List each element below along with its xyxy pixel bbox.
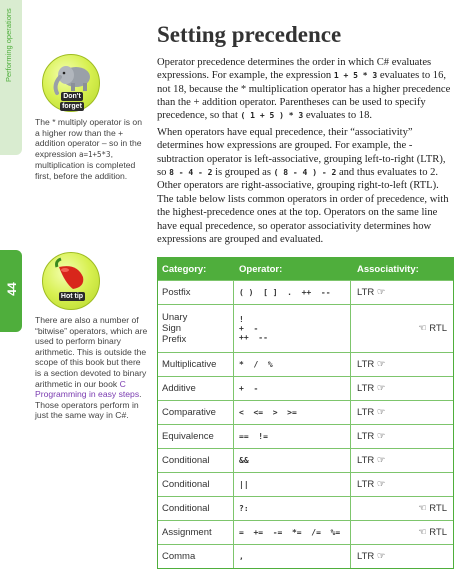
operator-cell bbox=[234, 353, 351, 376]
category-cell bbox=[158, 473, 234, 496]
associativity-cell bbox=[351, 521, 453, 544]
associativity-cell bbox=[351, 449, 453, 472]
associativity-cell bbox=[351, 425, 453, 448]
section-label: Performing operations bbox=[4, 8, 13, 82]
hot-tip-note bbox=[35, 315, 148, 421]
associativity-text: LTR ☞ bbox=[357, 359, 386, 370]
page-title: Setting precedence bbox=[157, 22, 342, 47]
para-text: evaluates to 18. bbox=[305, 110, 373, 122]
category-text: Conditional bbox=[162, 479, 210, 490]
operator-cell bbox=[234, 281, 351, 304]
table-row bbox=[158, 352, 453, 376]
operator-text: , bbox=[239, 552, 244, 561]
header-operator: Operator: bbox=[239, 263, 283, 275]
note-text: There are also a number of “bitwise” operators, which are used to perform binary arithmetic. This is outside the scope of this book but there is a section devoted to binary arithmetic in our book bbox=[35, 315, 148, 389]
operator-cell bbox=[234, 521, 351, 544]
note-text: + addition operator – so in the expression bbox=[35, 127, 142, 159]
inline-code: ( 1 + 5 ) * 3 bbox=[240, 111, 304, 121]
hot-tip-label: Hot tip bbox=[60, 292, 84, 300]
dont-forget-note bbox=[35, 117, 148, 182]
table-row bbox=[158, 544, 453, 568]
note-text: , multiplication is completed first, before the addition. bbox=[35, 148, 136, 181]
page-number: 44 bbox=[5, 282, 19, 296]
header-associativity: Associativity: bbox=[357, 263, 419, 275]
section-tab bbox=[0, 0, 22, 155]
associativity-text: LTR ☞ bbox=[357, 551, 386, 562]
operator-cell bbox=[234, 545, 351, 568]
precedence-table bbox=[157, 257, 454, 569]
table-row bbox=[158, 448, 453, 472]
operator-text: ( ) [ ] . ++ -- bbox=[239, 288, 331, 297]
category-text: Equivalence bbox=[162, 431, 214, 442]
category-text: Additive bbox=[162, 383, 196, 394]
category-cell bbox=[158, 425, 234, 448]
associativity-cell bbox=[351, 353, 453, 376]
category-text: Comparative bbox=[162, 407, 216, 418]
note-code: a=1+5*3 bbox=[78, 149, 111, 159]
paragraph-1 bbox=[157, 56, 457, 122]
operator-cell bbox=[234, 449, 351, 472]
operator-cell bbox=[234, 377, 351, 400]
category-cell bbox=[158, 353, 234, 376]
associativity-text: LTR ☞ bbox=[357, 455, 386, 466]
category-cell bbox=[158, 545, 234, 568]
dont-forget-label-2: forget bbox=[62, 102, 82, 110]
associativity-cell bbox=[351, 473, 453, 496]
operator-cell bbox=[234, 425, 351, 448]
associativity-text: LTR ☞ bbox=[357, 407, 386, 418]
dont-forget-badge bbox=[42, 54, 100, 112]
table-row bbox=[158, 424, 453, 448]
associativity-text: ☜ RTL bbox=[418, 503, 447, 514]
operator-cell bbox=[234, 473, 351, 496]
operator-cell bbox=[234, 305, 351, 352]
category-cell bbox=[158, 305, 234, 352]
category-cell bbox=[158, 521, 234, 544]
operator-text: || bbox=[239, 480, 249, 489]
associativity-cell bbox=[351, 497, 453, 520]
category-text: Unary bbox=[162, 312, 188, 323]
inline-code: ( 8 - 4 ) - 2 bbox=[273, 167, 337, 177]
category-cell bbox=[158, 401, 234, 424]
operator-text: + - bbox=[239, 384, 259, 393]
associativity-cell bbox=[351, 305, 453, 352]
book-link[interactable]: C Programming in easy steps bbox=[35, 378, 140, 400]
para-text: and thus evaluates to 2. Other operators are right-associative, grouping right-to-left (RTL). bbox=[157, 166, 439, 192]
category-cell bbox=[158, 449, 234, 472]
category-text: Sign bbox=[162, 323, 182, 334]
operator-text: * / % bbox=[239, 360, 273, 369]
table-header bbox=[158, 258, 453, 280]
category-cell bbox=[158, 281, 234, 304]
associativity-cell bbox=[351, 545, 453, 568]
associativity-text: ☜ RTL bbox=[418, 323, 447, 334]
associativity-cell bbox=[351, 401, 453, 424]
operator-cell bbox=[234, 401, 351, 424]
para-text: When operators have equal precedence, their “associativity” determines how expressions are grouped. For example, the - subtraction operator is left-associative, grouping left-to-right (LTR), so bbox=[157, 127, 446, 178]
paragraph-2 bbox=[157, 126, 457, 192]
inline-code: 1 + 5 * 3 bbox=[333, 71, 378, 81]
associativity-cell bbox=[351, 377, 453, 400]
header-category: Category: bbox=[162, 263, 207, 275]
table-row bbox=[158, 304, 453, 352]
associativity-text: LTR ☞ bbox=[357, 431, 386, 442]
category-text: Comma bbox=[162, 551, 196, 562]
category-text: Postfix bbox=[162, 287, 191, 298]
associativity-text: LTR ☞ bbox=[357, 479, 386, 490]
category-text: Assignment bbox=[162, 527, 212, 538]
operator-cell bbox=[234, 497, 351, 520]
para-text: evaluates to 16, not 18, because the * multiplication operator has a higher precedence than the + addition operator. Parentheses can be used to specify precedence, so that bbox=[157, 70, 451, 122]
operator-text: == != bbox=[239, 432, 268, 441]
operator-text: ?: bbox=[239, 504, 249, 513]
category-cell bbox=[158, 377, 234, 400]
dont-forget-label-1: Don't bbox=[63, 92, 81, 100]
operator-text: = += -= *= /= %= bbox=[239, 528, 341, 537]
category-text: Prefix bbox=[162, 334, 187, 345]
category-cell bbox=[158, 497, 234, 520]
para-text: is grouped as bbox=[215, 166, 271, 178]
category-text: Conditional bbox=[162, 455, 210, 466]
operator-text: ! bbox=[239, 315, 244, 324]
table-row bbox=[158, 280, 453, 304]
note-text: The * multiply operator is on a higher row than the bbox=[35, 117, 142, 138]
table-row bbox=[158, 400, 453, 424]
paragraph-3: The table below lists common operators in order of precedence, with the highest-precedence ones at the top. Operators on the same line have equal precedence, so operator associativity determines how expressions are grouped and evaluated. bbox=[157, 194, 449, 245]
table-row bbox=[158, 520, 453, 544]
category-text: Multiplicative bbox=[162, 359, 217, 370]
category-text: Conditional bbox=[162, 503, 210, 514]
operator-text: && bbox=[239, 456, 249, 465]
para-text: Operator precedence determines the order in which C# evaluates expressions. For example, the expression bbox=[157, 57, 432, 82]
operator-text: + - bbox=[239, 324, 259, 333]
hot-tip-badge bbox=[42, 252, 100, 310]
associativity-text: LTR ☞ bbox=[357, 383, 386, 394]
operator-text: ++ -- bbox=[239, 333, 268, 342]
table-row bbox=[158, 496, 453, 520]
operator-text: < <= > >= bbox=[239, 408, 297, 417]
table-row bbox=[158, 376, 453, 400]
associativity-text: LTR ☞ bbox=[357, 287, 386, 298]
table-row bbox=[158, 472, 453, 496]
associativity-text: ☜ RTL bbox=[418, 527, 447, 538]
associativity-cell bbox=[351, 281, 453, 304]
inline-code: 8 - 4 - 2 bbox=[169, 167, 213, 177]
note-text: . Those operators perform in just the same way in C#. bbox=[35, 389, 142, 421]
chili-pepper-icon bbox=[43, 253, 101, 311]
